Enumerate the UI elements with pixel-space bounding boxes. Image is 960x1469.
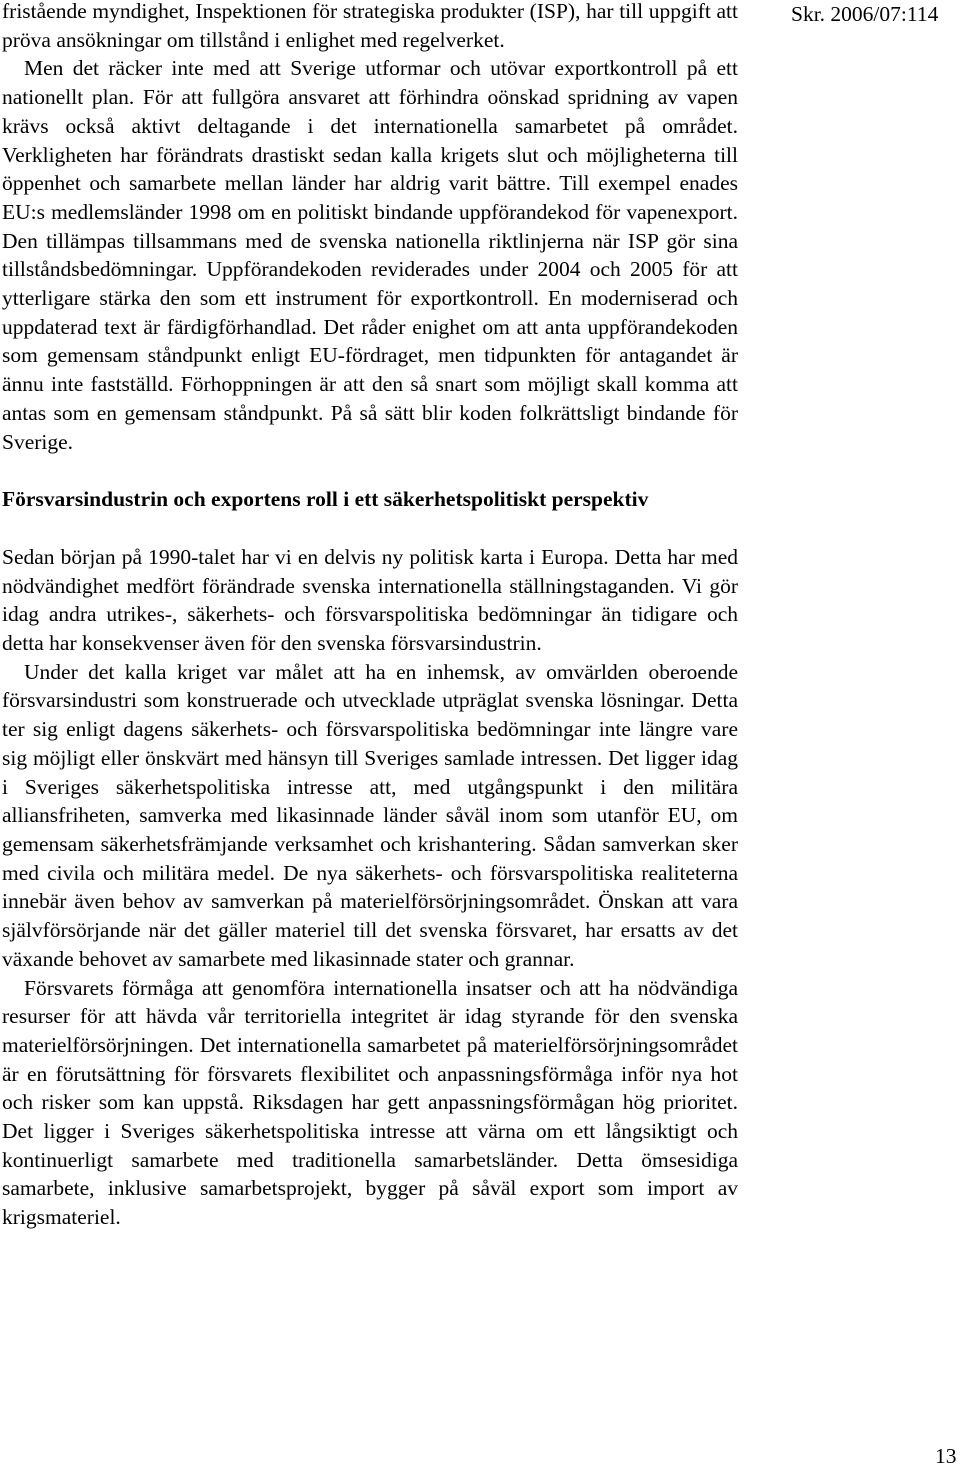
page-number: 13: [935, 1444, 957, 1468]
document-reference: Skr. 2006/07:114: [791, 2, 939, 26]
paragraph-political-map: Sedan början på 1990-talet har vi en delvis ny politisk karta i Europa. Detta har med nödvändighet medfört förändrade svenska internationella ställningstaganden. Vi gör idag andra utrikes-, säkerhets- och försvarspolitiska bedömningar än tidigare och detta har konsekvenser även för den svenska försvarsindustrin.: [2, 544, 738, 656]
section-heading: Försvarsindustrin och exportens roll i ett säkerhetspolitiskt perspektiv: [2, 487, 649, 512]
paragraph-cold-war: Under det kalla kriget var målet att ha en inhemsk, av omvärlden oberoende försvarsindustri som konstruerade och utvecklade utpräglat svenska lösningar. Detta ter sig enligt dagens säkerhets- och försvarspolitiska bedömningar inte längre vare sig möjligt eller önskvärt med hänsyn till Sveriges samlade intressen. Det ligger idag i Sveriges säkerhetspolitiska intresse att, med utgångspunkt i den militära alliansfriheten, samverka med likasinnade länder såväl inom som utanför EU, om gemensam säkerhetsfrämjande verksamhet och krishantering. Sådan samverkan sker med civila och militära medel. De nya säkerhets- och försvarspolitiska realiteterna innebär även behov av samverkan på materielförsörjningsområdet. Önskan att vara självförsörjande när det gäller materiel till det svenska försvaret, har ersatts av det växande behovet av samarbete med likasinnade stater och grannar.: [2, 659, 738, 971]
paragraph-defence-capability: Försvarets förmåga att genomföra internationella insatser och att ha nödvändiga resurser för att hävda vår territoriella integritet är idag styrande för den svenska materielförsörjningen. Det internationella samarbetet på materielförsörjningsområdet är en förutsättning för försvarets flexibilitet och anpassningsförmåga inför nya hot och risker som kan uppstå. Riksdagen har gett anpassningsförmågan hög prioritet. Det ligger i Sveriges säkerhetspolitiska intresse att värna om ett långsiktigt och kontinuerligt samarbete med traditionella samarbetsländer. Detta ömsesidiga samarbete, inklusive samarbetsprojekt, bygger på såväl export som import av krigsmateriel.: [2, 975, 738, 1230]
main-text-column: [2, 0, 738, 1232]
paragraph-international-cooperation: Men det räcker inte med att Sverige utformar och utövar exportkontroll på ett nationellt plan. För att fullgöra ansvaret att förhindra oönskad spridning av vapen krävs också aktivt deltagande i det internationella samarbetet på området. Verkligheten har förändrats drastiskt sedan kalla krigets slut och möjligheterna till öppenhet och samarbete mellan länder har aldrig varit bättre. Till exempel enades EU:s medlemsländer 1998 om en politiskt bindande uppförandekod för vapenexport. Den tillämpas tillsammans med de svenska nationella riktlinjerna när ISP gör sina tillståndsbedömningar. Uppförandekoden reviderades under 2004 och 2005 för att ytterligare stärka den som ett instrument för exportkontroll. En moderniserad och uppdaterad text är färdigförhandlad. Det råder enighet om att anta uppförandekoden som gemensam ståndpunkt enligt EU-fördraget, men tidpunkten för antagandet är ännu inte fastställd. Förhoppningen är att den så snart som möjligt skall komma att antas som en gemensam ståndpunkt. På så sätt blir koden folkrättsligt bindande för Sverige.: [2, 56, 738, 454]
paragraph-continued: fristående myndighet, Inspektionen för strategiska produkter (ISP), har till uppgift att pröva ansökningar om tillstånd i enlighet med regelverket.: [2, 0, 738, 52]
